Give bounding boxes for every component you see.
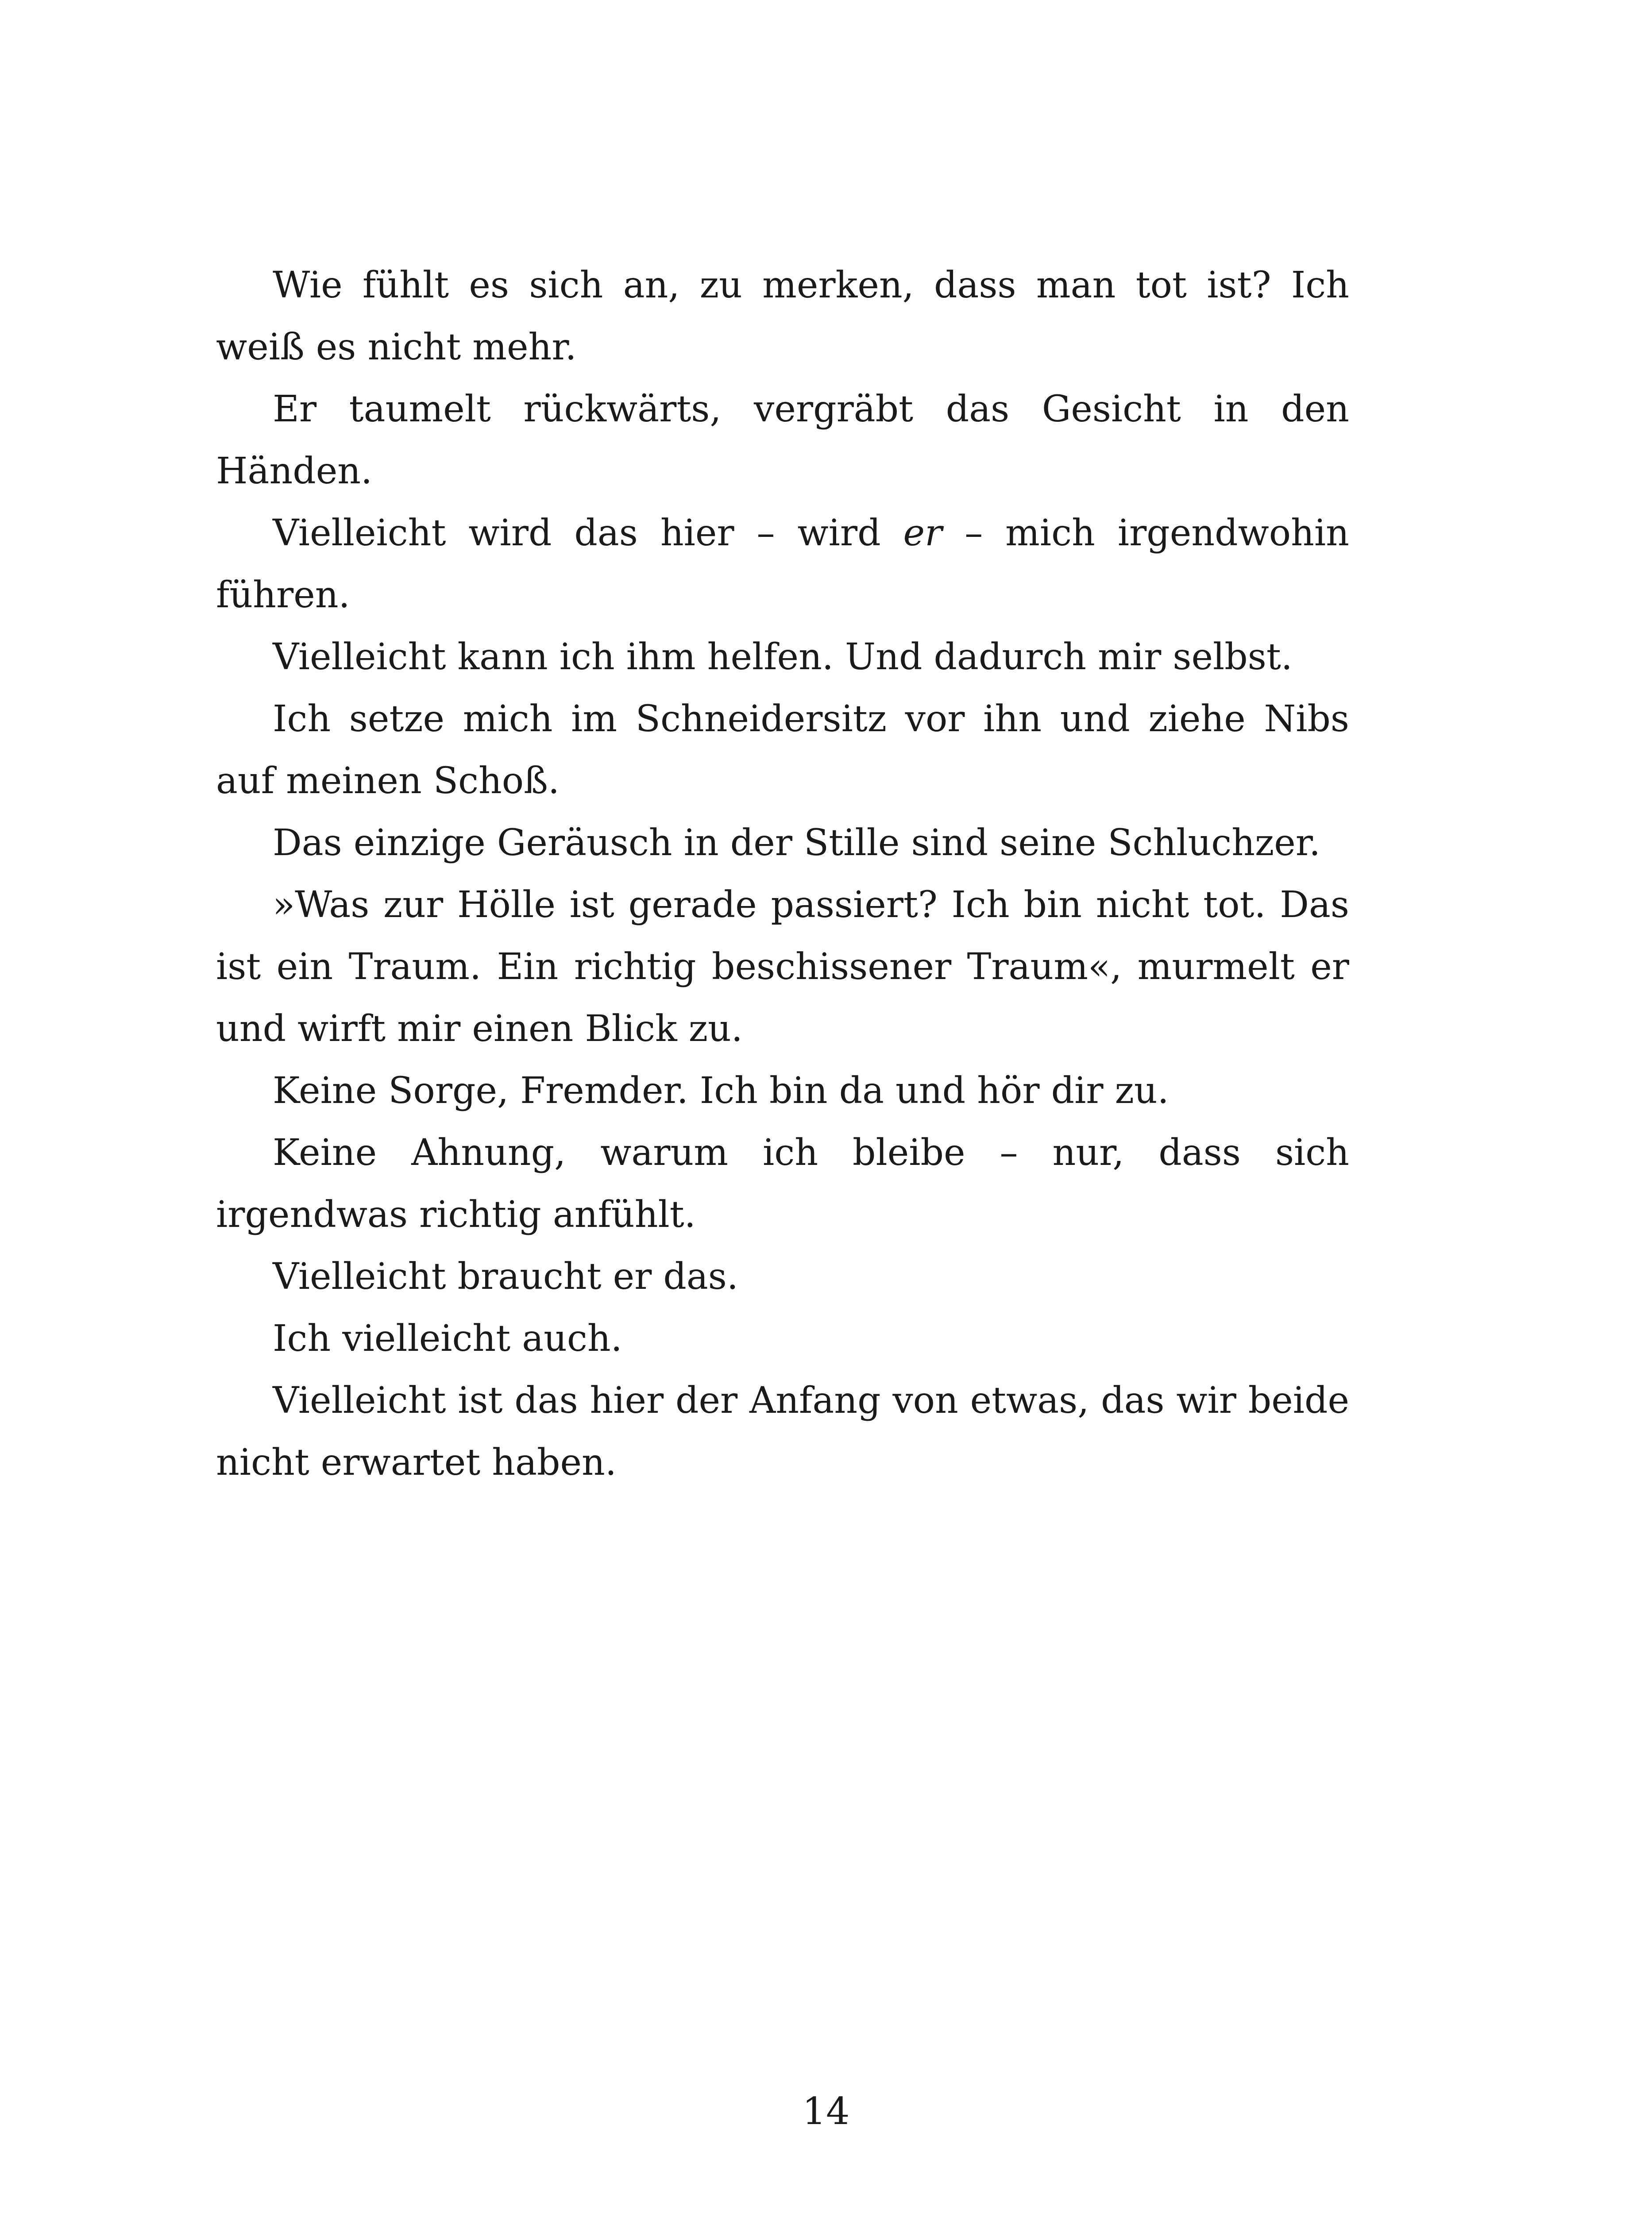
paragraph: Vielleicht kann ich ihm helfen. Und dadurch mir selbst. [273,636,1293,678]
paragraph [216,502,1349,626]
paragraph: Keine Ahnung, warum ich bleibe – nur, dass sich irgendwas richtig anfühlt. [216,1132,1349,1236]
paragraph: Ich vielleicht auch. [273,1318,622,1360]
paragraph: Ich setze mich im Schneidersitz vor ihn und ziehe Nibs auf meinen Schoß. [216,698,1349,802]
paragraph: Er taumelt rückwärts, vergräbt das Gesicht in den Händen. [216,388,1349,492]
paragraph: »Was zur Hölle ist gerade passiert? Ich bin nicht tot. Das ist ein Traum. Ein richtig beschissener Traum«, murmelt er und wirft mir einen Blick zu. [216,884,1349,1050]
page-number: 14 [802,2090,850,2133]
paragraph-text: – mich irgendwohin führen. [216,512,1349,616]
paragraph: Vielleicht ist das hier der Anfang von etwas, das wir beide nicht erwartet haben. [216,1380,1349,1484]
paragraph: Keine Sorge, Fremder. Ich bin da und hör dir zu. [273,1070,1169,1112]
paragraph: Vielleicht braucht er das. [273,1256,738,1298]
body-text [216,254,1349,1494]
paragraph-text: Vielleicht wird das hier – wird [273,512,903,554]
paragraph: Das einzige Geräusch in der Stille sind seine Schluchzer. [273,822,1321,864]
emphasized-word: er [903,512,942,554]
paragraph: Wie fühlt es sich an, zu merken, dass man tot ist? Ich weiß es nicht mehr. [216,264,1349,368]
